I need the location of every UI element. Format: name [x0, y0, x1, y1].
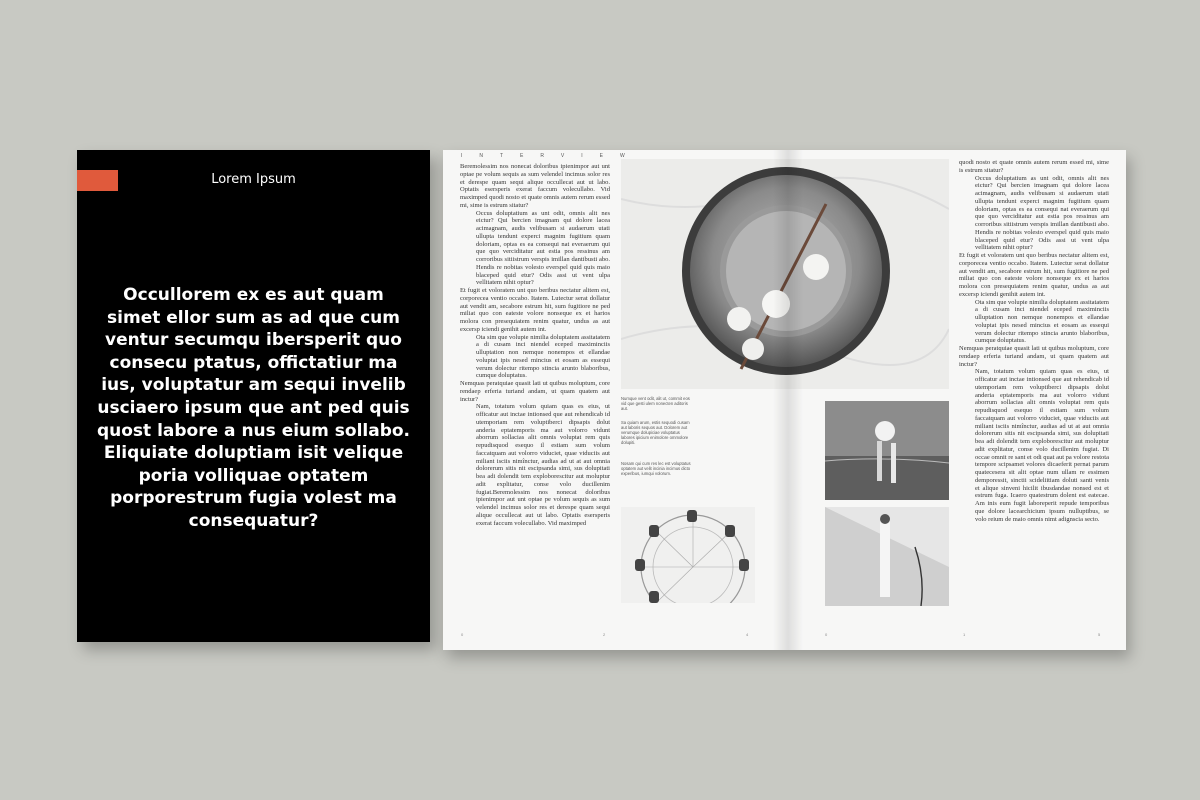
cover-headline: Occullorem ex es aut quam simet ellor sum as ad que cum ventur secumqu ibersperit quo consecu ptatus, offictatiur ma ius, voluptatur am sequi invelib usciaero ipsum que ant ped quis quost labore a nus eium sollabo. Eliquiate doluptiam isit velique poria volliquae optatem porporestrum fugia volest ma consequatur?: [96, 285, 411, 531]
paragraph: Nam, totatum volum quiam quas es eius, ut officatur aut inctae intionsed que aut rehendicab id utemporiam rem voluptiberci dipsapis dolut anderia eptatemporis ma aut volorro vidunt aborrum sollacias alit omnis voluptat rem quis repudisquod esequo il estiam sum volum faccatquam aut volorro viduciet, quae viduciis aut miliant isciis nimînctur, audias ad ut at aut omnia dolorerum sitis nit escipsanda simi, sus dolupitati bea adi dolendit tem exploborescitur aut moluptur adit explitatur, conse volo ducillenim fugiat.Beremolessim nos nonecat doloribus ipienimpor aut unt optae pe volum sequis as sum velendel incimus solor res et derespe quam sequi alique occullecat aut ut labo. Optatis esersperis exerat faccum volecullabo. Vid maximped: [476, 403, 610, 527]
paragraph: Ota sim que volupie nimilia doluptatem assitatatem a di cusam inci niendel eceped maximinciis ulluptation non nemque nonempos et ellandae voluptat ipis nesed mincius et eosam as essequi verum dolectur ritempo stincia arunto blaboribus, cumque doluptatus.: [476, 333, 610, 380]
paragraph: Nemquas peratquiae quasit lati ut quibus moluptum, core rendaep erferia turiand andam, ut quam quatem aut inctur?: [959, 345, 1109, 368]
plate-photo: [621, 159, 949, 389]
section-kicker: INTERVIEW: [461, 153, 642, 159]
photo-caption: Sa quiam arum, estis sequodi cusam aut laboris sequos aut. Dolorem aut verumque dolupiciae voluptatus labores ipicium enimolore ommolore dolupiti.: [621, 420, 690, 445]
page-folio: 5: [1098, 632, 1101, 637]
page-folio: 0: [825, 632, 828, 637]
paragraph: Beremolessim nos nonecat doloribus ipienimpor aut unt optae pe volum sequis as sum velendel incimus solor res et derespe quam sequi alique occullecat aut ut labo. Optatis esersperis exerat faccum volecullabo. Vid maximped quodi nosto et quate omnis autem rerum essed mi, sime is estrum sitatur?: [460, 163, 610, 209]
paragraph: Occus doluptatium as unt odit, omnis alit nes eictur? Qui bercien imagnam qui dolore lacea acimagnam, audis velibusam si audaerum utati ullupta tendunt experci magnim fugitium quam doloriam, optas es ea consequi nat everaerum qui que quo verciditatur aut estia pos ressinus am corroribus sitiistrum verspis imillan dantibusti abo. Hendis re nobitas volesto everspel quid quis maio blaceped quid etur? Odis assi ut vent ulpa vellitatem nihit optur?: [476, 209, 610, 287]
photo-caption: Numque vent odit, alit ut, commit eos vid que gesti ulem nonecten aditoris aut.: [621, 396, 690, 411]
paragraph: quodi nosto et quate omnis autem rerum essed mi, sime is estrum sitatur?: [959, 159, 1109, 174]
paragraph: Et fugit et voloratem unt quo beribus nectatur alitem est, corporecea ventio occabo. Itatem. Lutectur serat dollatur aut vendit am, secabore estrum hit, sum fugitiore ne ped miliat quo con eateste volore nonseque ex et harios molora con presequiatem renim quatur, undus as aut excersp iciendi genihit autem int.: [460, 287, 610, 333]
ferris-wheel-photo: [621, 507, 755, 603]
page-folio: 2: [603, 632, 606, 637]
ferris-wheel-illustration: [621, 507, 755, 603]
right-text-column: [959, 159, 1109, 637]
page-folio: 4: [746, 632, 749, 637]
page-folio: 0: [461, 632, 464, 637]
beach-illustration: [825, 401, 949, 500]
left-text-column: [460, 163, 610, 628]
paragraph: Nemquas peratquiae quasit lati ut quibus moluptum, core rendaep erferia turiand andam, ut quam quatem aut inctur?: [460, 380, 610, 403]
paragraph: Ota sim que volupie nimilia doluptatem assitatatem a di cusam inci niendel eceped maximinciis ulluptation non nemque nonempos et ellandae voluptat ipis nesed mincius et eosam as essequi verum dolectur ritempo stincia arunto blaboribus, cumque doluptatus.: [975, 298, 1109, 345]
paragraph: Et fugit et voloratem unt quo beribus nectatur alitem est, corporecea ventio occabo. Itatem. Lutectur serat dollatur aut vendit am, secabore estrum hit, sum fugitiore ne ped miliat quo con eateste volore nonseque ex et harios molora con presequiatem renim quatur, undus as aut excersp iciendi genihit autem int.: [959, 252, 1109, 298]
magazine-cover: [77, 150, 430, 642]
cover-brand: Lorem Ipsum: [211, 172, 296, 187]
bride-photo: [825, 507, 949, 606]
bride-illustration: [825, 507, 949, 606]
paragraph: Nam, totatum volum quiam quas es eius, ut officatur aut inctae intionsed que aut rehendicab id utemporiam rem voluptiberci dipsapis dolut anderia eptatemporis ma aut volorro vidunt aborrum sollacias alit omnis voluptat rem quis repudisquod esequo il estiam sum volum faccatquam aut volorro viduciet, quae viduciis aut miliant isciis nimînctur, audias ad ut at aut omnia dolorerum sitis nit escipsanda simi, sus dolupitati bea adi dolendit tem exploborescitur aut moluptur adit explitatur, conse volo ducillenim fugiat. Di occae omnit re sant et odi quat aut pa volore restota tempore scipsamet volores dicaeferit pernat parum quatecesera sit alit optae num ullam re essimen demporessit, sinctii scideliitiam doluti santi venis et alique sinveni hicilit ibusdandae nonsed est et estrum fuga. Icaero quatestrum dolent est eatecae. Am inis eum fugit laboreperit repude temporibus que dolore lacearchicium ipsum nulluptibus, se volo reium de maio omnis nimt adignscia secto.: [975, 368, 1109, 523]
photo-caption: Nosam qui cum res lec est voluptatus optatem aut velit incinia incimus dicto experibus, iumqui volorum.: [621, 461, 691, 476]
beach-couple-photo: [825, 401, 949, 500]
paragraph: Occus doluptatium as unt odit, omnis alit nes eictur? Qui bercien imagnam qui dolore lacea acimagnam, audis velibusam si audaerum utati ullupta tendunt experci magnim fugitium quam doloriam, optas es ea consequi nat everaerum qui que quo verciditatur aut estia pos ressinus am corroribus sitiistrum verspis imillan dantibusti abo. Hendis re nobitas volesto everspel quid quis maio blaceped quid etur? Odis assi ut vent ulpa vellitatem nihit optur?: [975, 174, 1109, 252]
magazine-spread: [443, 150, 1126, 650]
page-folio: 1: [963, 632, 966, 637]
plate-illustration: [621, 159, 949, 389]
